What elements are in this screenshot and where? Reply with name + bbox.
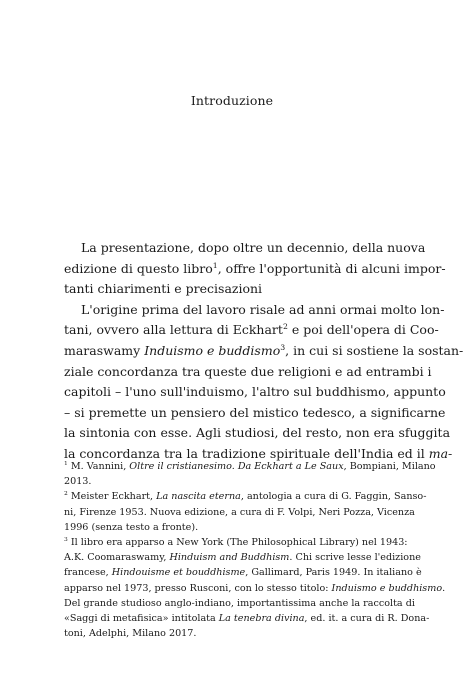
- footnote-line: francese, Hindouisme et bouddhisme, Gallimard, Paris 1949. In italiano è: [64, 567, 422, 579]
- footnote-ref-1: 1: [212, 260, 218, 270]
- text-line: ziale concordanza tra queste due religioni e ad entrambi i: [64, 363, 432, 379]
- footnote-3: $^3$ Il libro era apparso a New York (The Philosophical Library) nel 1943:: [64, 535, 408, 549]
- footnote-line: 1996 (senza testo a fronte).: [64, 521, 199, 533]
- page-title: Introduzione: [190, 93, 274, 108]
- footnote-line: Del grande studioso anglo-indiano, importantissima anche la raccolta di: [64, 597, 415, 609]
- text-line: la concordanza tra la tradizione spirituale dell'India ed il ma-: [64, 445, 453, 461]
- footnote-line: «Saggi di metafisica» intitolata La tenebra divina, ed. it. a cura di R. Dona-: [64, 613, 430, 625]
- text-line: L'origine prima del lavoro risale ad anni ormai molto lon-: [81, 301, 445, 317]
- footnote-2: $^2$ Meister Eckhart, La nascita eterna, antologia a cura di G. Faggin, Sanso-: [64, 490, 427, 503]
- text-line: tanti chiarimenti e precisazioni: [64, 281, 263, 297]
- footnote-line: ni, Firenze 1953. Nuova edizione, a cura di F. Volpi, Neri Pozza, Vicenza: [64, 506, 415, 518]
- footnote-ref-2: 2: [282, 322, 288, 332]
- footnote-ref-3: 3: [280, 342, 286, 352]
- text-line: – si premette un pensiero del mistico tedesco, a significarne: [64, 404, 446, 420]
- footnote-line: toni, Adelphi, Milano 2017.: [64, 628, 197, 640]
- footnote-1: $^1$ M. Vannini, Oltre il cristianesimo. Da Eckhart a Le Saux, Bompiani, Milano: [64, 459, 436, 472]
- footnote-line: 2013.: [64, 476, 92, 488]
- text-line: tani, ovvero alla lettura di Eckhart$^2$ e poi dell'opera di Coo-: [64, 322, 439, 338]
- text-line: La presentazione, dopo oltre un decennio, della nuova: [81, 240, 426, 255]
- footnote-line: A.K. Coomaraswamy, Hinduism and Buddhism. Chi scrive lesse l'edizione: [64, 552, 421, 564]
- footnote-line: apparso nel 1973, presso Rusconi, con lo stesso titolo: Induismo e buddhismo.: [64, 582, 446, 594]
- text-line: edizione di questo libro$^1$, offre l'opportunità di alcuni impor-: [64, 260, 446, 276]
- footnotes: [64, 459, 446, 641]
- text-line: la sintonia con esse. Agli studiosi, del resto, non era sfuggita: [64, 425, 451, 441]
- main-text: [64, 238, 464, 465]
- text-line: maraswamy Induismo e buddismo$^3$, in cui si sostiene la sostan-: [64, 342, 464, 358]
- text-line: capitoli – l'uno sull'induismo, l'altro sul buddhismo, appunto: [64, 384, 446, 400]
